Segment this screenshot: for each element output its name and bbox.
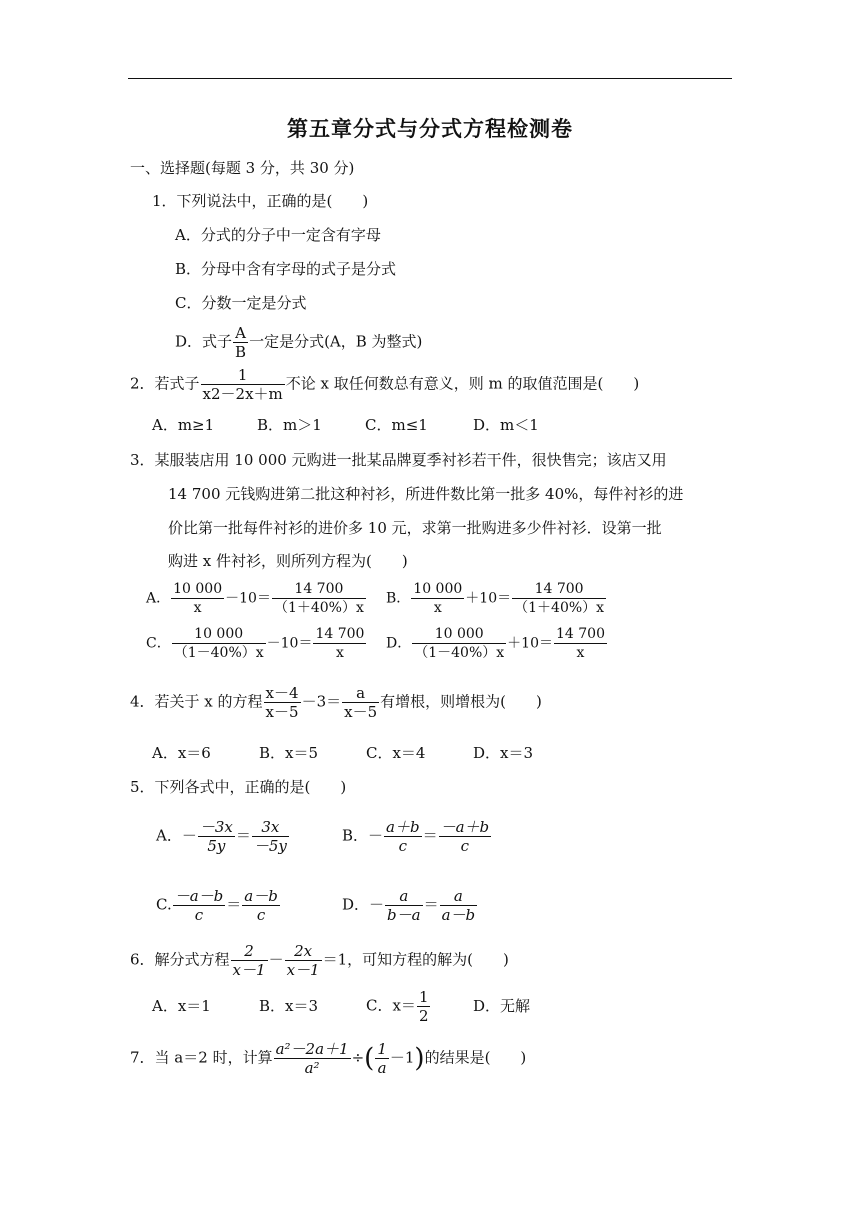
q5-option-a — [156, 818, 290, 855]
q7-stem — [130, 1040, 526, 1077]
q7-right-paren: ) — [414, 1043, 425, 1074]
q6-option-a: A．x＝1 — [152, 996, 211, 1015]
q6-c-prefix: C．x＝ — [366, 996, 416, 1015]
q3-option-b — [386, 580, 607, 617]
q3-line-4: 购进 x 件衬衫，则所列方程为( ) — [168, 552, 408, 570]
q4-stem — [130, 684, 542, 721]
q5-option-d — [342, 887, 478, 924]
q1-d-numerator: A — [233, 324, 248, 343]
q3-a-fraction-2 — [272, 580, 366, 617]
q4-options — [152, 743, 533, 763]
q5-c-label: C. — [156, 895, 172, 914]
q5-option-b — [342, 818, 492, 855]
q3-d-label: D． — [386, 635, 412, 652]
q1-d-fraction — [233, 324, 248, 361]
q5-d-denominator-2: a－b — [441, 906, 476, 924]
q6-options — [152, 988, 530, 1025]
q5-d-fraction-1 — [385, 887, 423, 924]
q4-numerator-1: x－4 — [265, 684, 299, 702]
q3-a-numerator-1: 10 000 — [173, 581, 223, 597]
q3-c-fraction-1 — [172, 625, 266, 662]
q3-d-denominator-1: （1－40%）x — [414, 645, 505, 661]
q7-minus-one: －1 — [389, 1048, 415, 1067]
q3-c-numerator-1: 10 000 — [172, 625, 266, 644]
q6-option-b: B．x＝3 — [259, 996, 319, 1015]
q3-b-numerator-1: 10 000 — [413, 581, 463, 597]
q7-left-paren: ( — [364, 1043, 375, 1074]
q6-stem — [130, 942, 509, 979]
q6-option-d: D．无解 — [473, 996, 531, 1015]
q5-option-c — [156, 887, 281, 924]
q2-options — [152, 415, 539, 435]
q5-b-label: B．－ — [342, 826, 384, 845]
q3-b-label: B． — [386, 590, 411, 607]
q5-b-equals: ＝ — [422, 826, 438, 845]
q5-c-fraction-2 — [242, 887, 280, 924]
q3-c-fraction-2 — [313, 625, 366, 662]
q3-b-fraction-1 — [411, 580, 464, 617]
q5-c-fraction-1 — [173, 887, 226, 924]
q1-option-d — [175, 324, 422, 361]
q2-suffix: 不论 x 取任何数总有意义，则 m 的取值范围是( ) — [285, 374, 640, 393]
q3-c-denominator-2: x — [336, 645, 344, 661]
q3-c-label: C． — [146, 635, 171, 652]
q6-c-numerator: 1 — [418, 988, 429, 1006]
q4-option-a: A．x＝6 — [152, 744, 211, 762]
q4-prefix: 4．若关于 x 的方程 — [130, 692, 263, 711]
q5-c-equals: ＝ — [226, 895, 242, 914]
section-heading: 一、选择题(每题 3 分，共 30 分) — [130, 159, 355, 177]
q3-a-denominator-1: x — [193, 600, 202, 616]
q5-d-denominator-1: b－a — [387, 906, 421, 924]
q6-prefix: 6．解分式方程 — [130, 950, 230, 969]
q3-b-fraction-2 — [512, 580, 606, 617]
q7-divide: ÷ — [351, 1048, 365, 1067]
q7-fraction-2 — [375, 1040, 389, 1077]
q5-a-label: A．－ — [156, 826, 197, 845]
q4-fraction-2 — [342, 684, 379, 721]
q3-b-operator: ＋10＝ — [465, 590, 512, 607]
q6-operator: － — [268, 950, 284, 969]
q5-c-denominator-1: c — [194, 906, 204, 924]
q5-a-denominator-1: 5y — [207, 837, 226, 855]
header-rule — [128, 78, 732, 79]
q2-numerator: 1 — [201, 366, 285, 385]
q7-denominator-1: a² — [304, 1059, 320, 1077]
q5-a-numerator-1: －3x — [199, 818, 233, 836]
q5-d-equals: ＝ — [423, 895, 439, 914]
q3-a-fraction-1 — [171, 580, 224, 617]
q6-c-denominator: 2 — [418, 1007, 429, 1025]
q6-numerator-1: 2 — [231, 942, 268, 961]
q2-option-c: C．m≤1 — [365, 416, 428, 434]
q5-b-numerator-2: －a＋b — [440, 818, 490, 836]
q3-line-2: 14 700 元钱购进第二批这种衬衫，所进件数比第一批多 40%，每件衬衫的进 — [168, 485, 684, 503]
q5-b-numerator-1: a＋b — [386, 818, 420, 836]
q5-stem: 5．下列各式中，正确的是( ) — [130, 778, 347, 796]
q5-a-fraction-2 — [252, 818, 289, 855]
q5-d-label: D．－ — [342, 895, 385, 914]
q3-d-operator: ＋10＝ — [507, 635, 553, 652]
q1-option-b: B．分母中含有字母的式子是分式 — [175, 260, 397, 278]
q3-b-denominator-2: （1＋40%）x — [514, 600, 605, 616]
q2-denominator: x2－2x＋m — [202, 385, 283, 403]
q1-option-c: C．分数一定是分式 — [175, 294, 307, 312]
q3-c-numerator-2: 14 700 — [315, 626, 365, 642]
q3-a-denominator-2: （1＋40%）x — [273, 600, 364, 616]
q7-numerator-1: a²－2a＋1 — [275, 1040, 349, 1058]
q3-option-d — [386, 625, 608, 662]
q4-suffix: 有增根，则增根为( ) — [380, 692, 542, 711]
q5-b-fraction-2 — [439, 818, 492, 855]
q1-stem: 1．下列说法中，正确的是( ) — [152, 192, 369, 210]
q1-d-suffix: 一定是分式(A，B 为整式) — [249, 332, 423, 351]
q3-option-c — [146, 625, 367, 662]
q6-fraction-2 — [285, 942, 322, 979]
q6-fraction-1 — [231, 942, 268, 979]
q3-line-1: 3．某服装店用 10 000 元购进一批某品牌夏季衬衫若干件，很快售完；该店又用 — [130, 451, 667, 469]
q3-d-denominator-2: x — [576, 645, 585, 661]
q2-option-a: A．m≥1 — [152, 416, 215, 434]
q5-c-numerator-1: －a－b — [174, 887, 224, 905]
q5-a-equals: ＝ — [235, 826, 251, 845]
q2-option-b: B．m＞1 — [257, 416, 322, 434]
page-title: 第五章分式与分式方程检测卷 — [287, 116, 573, 141]
q3-b-denominator-1: x — [433, 600, 442, 616]
q4-operator: －3＝ — [301, 692, 342, 711]
q6-c-fraction — [417, 988, 431, 1025]
q6-denominator-2: x－1 — [286, 961, 320, 979]
q7-numerator-2: 1 — [377, 1040, 387, 1058]
q5-b-denominator-2: c — [460, 837, 470, 855]
q3-a-label: A． — [146, 590, 171, 607]
q2-stem — [130, 366, 639, 403]
q4-option-c: C．x＝4 — [366, 744, 426, 762]
q4-fraction-1 — [264, 684, 301, 721]
q7-suffix: 的结果是( ) — [424, 1048, 527, 1067]
q5-a-fraction-1 — [198, 818, 235, 855]
q3-a-numerator-2: 14 700 — [272, 580, 366, 599]
q6-option-c — [366, 988, 473, 1025]
q1-d-prefix: D．式子 — [175, 332, 233, 351]
q2-option-d: D．m＜1 — [473, 416, 539, 434]
q3-d-numerator-2: 14 700 — [555, 626, 605, 642]
q2-fraction — [201, 366, 285, 403]
q4-denominator-1: x－5 — [265, 703, 299, 721]
q4-option-d: D．x＝3 — [473, 744, 534, 762]
q5-b-denominator-1: c — [398, 837, 407, 855]
q7-denominator-2: a — [377, 1059, 387, 1077]
q5-b-fraction-1 — [384, 818, 422, 855]
q1-d-denominator: B — [235, 343, 247, 361]
q7-fraction-1 — [274, 1040, 351, 1077]
q5-d-numerator-1: a — [385, 887, 423, 906]
q7-prefix: 7．当 a＝2 时，计算 — [130, 1048, 273, 1067]
q3-a-operator: －10＝ — [225, 590, 271, 607]
q6-suffix: ＝1，可知方程的解为( ) — [322, 950, 509, 969]
q4-option-b: B．x＝5 — [259, 744, 319, 762]
q3-d-fraction-1 — [412, 625, 506, 662]
q5-d-numerator-2: a — [440, 887, 478, 906]
q4-numerator-2: a — [342, 684, 379, 703]
q3-d-numerator-1: 10 000 — [412, 625, 506, 644]
q3-c-denominator-1: （1－40%）x — [173, 645, 264, 661]
q5-c-numerator-2: a－b — [244, 887, 278, 905]
q5-a-denominator-2: －5y — [253, 837, 287, 855]
q3-line-3: 价比第一批每件衬衫的进价多 10 元，求第一批购进多少件衬衫．设第一批 — [168, 519, 662, 537]
q3-c-operator: －10＝ — [266, 635, 313, 652]
q5-a-numerator-2: 3x — [252, 818, 289, 837]
q6-numerator-2: 2x — [285, 942, 322, 961]
q6-denominator-1: x－1 — [232, 961, 266, 979]
q5-c-denominator-2: c — [256, 906, 266, 924]
q3-option-a — [146, 580, 367, 617]
q2-prefix: 2．若式子 — [130, 374, 200, 393]
q3-b-numerator-2: 14 700 — [512, 580, 606, 599]
q4-denominator-2: x－5 — [344, 703, 378, 721]
q1-option-a: A．分式的分子中一定含有字母 — [175, 226, 381, 244]
q5-d-fraction-2 — [440, 887, 478, 924]
q3-d-fraction-2 — [554, 625, 607, 662]
